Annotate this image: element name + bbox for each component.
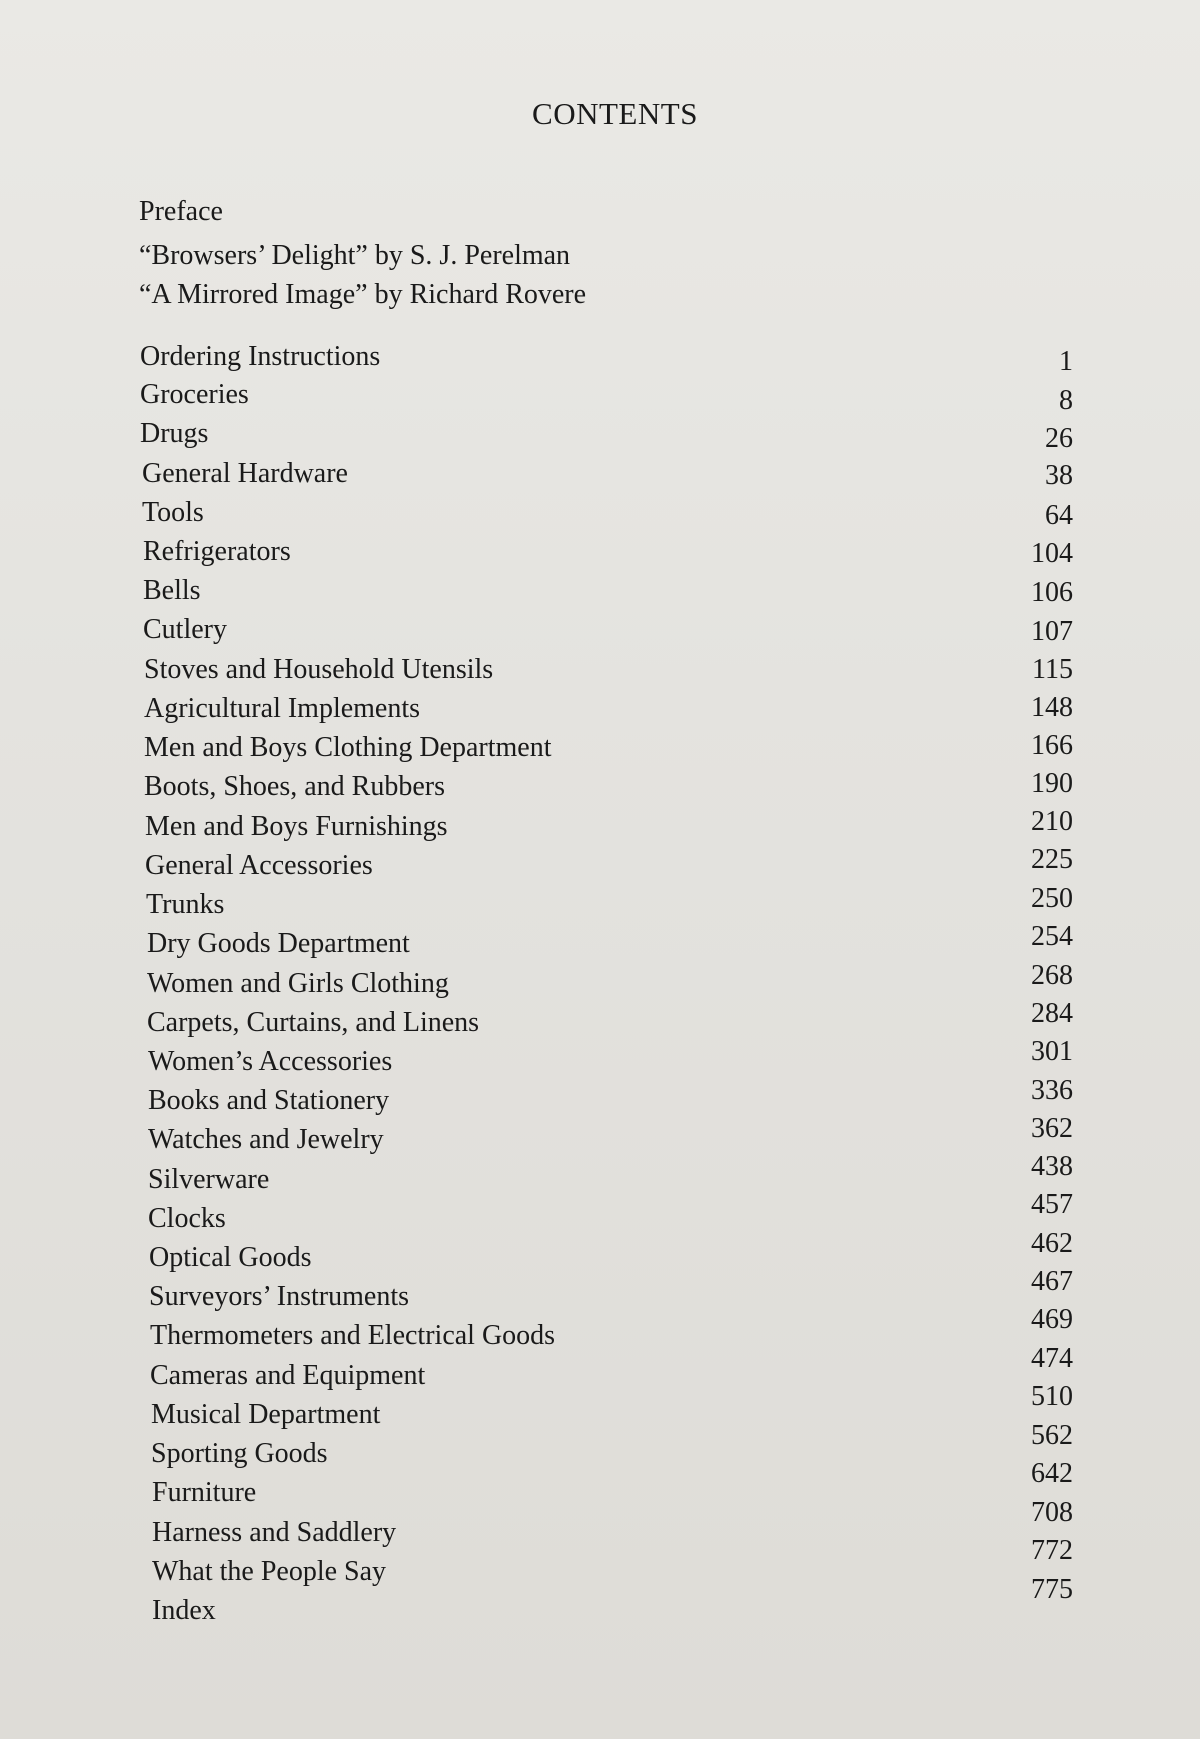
toc-entry-page-number: 336 <box>1031 1075 1073 1106</box>
toc-entry-label: Cameras and Equipment <box>150 1360 426 1391</box>
toc-entry-label: Agricultural Implements <box>144 693 421 724</box>
toc-entry-page-number: 775 <box>1031 1574 1073 1605</box>
toc-entry-label: Cutlery <box>143 614 227 645</box>
page-title: CONTENTS <box>532 96 698 131</box>
toc-entry-label: Women’s Accessories <box>148 1046 393 1077</box>
toc-entry-page-number: 148 <box>1031 692 1073 723</box>
toc-entry-label: Ordering Instructions <box>140 341 381 372</box>
toc-entry-page-number: 268 <box>1031 960 1073 991</box>
toc-entry-page-number: 250 <box>1031 883 1073 914</box>
toc-entry-page-number: 115 <box>1032 654 1073 685</box>
toc-entry-page-number: 708 <box>1031 1497 1073 1528</box>
toc-entry-label: Dry Goods Department <box>147 928 410 959</box>
toc-entry-page-number: 772 <box>1031 1535 1073 1566</box>
toc-entry-page-number: 8 <box>1059 385 1073 416</box>
toc-entry-label: Clocks <box>148 1203 226 1234</box>
toc-entry-page-number: 362 <box>1031 1113 1073 1144</box>
front-matter-preface: Preface <box>139 196 223 227</box>
toc-entry-page-number: 284 <box>1031 998 1073 1029</box>
toc-entry-page-number: 106 <box>1031 577 1073 608</box>
front-matter-browsers-delight: “Browsers’ Delight” by S. J. Perelman <box>139 240 571 271</box>
toc-entry-label: What the People Say <box>152 1556 387 1587</box>
toc-entry-label: Thermometers and Electrical Goods <box>150 1320 556 1351</box>
toc-entry-page-number: 166 <box>1031 730 1073 761</box>
toc-entry-page-number: 438 <box>1031 1151 1073 1182</box>
toc-entry-page-number: 474 <box>1031 1343 1073 1374</box>
toc-entry-label: Men and Boys Furnishings <box>145 811 448 842</box>
toc-entry-page-number: 469 <box>1031 1304 1073 1335</box>
toc-entry-page-number: 64 <box>1045 500 1073 531</box>
toc-entry-label: Surveyors’ Instruments <box>149 1281 409 1312</box>
toc-entry-page-number: 562 <box>1031 1420 1073 1451</box>
toc-entry-label: General Accessories <box>145 850 373 881</box>
toc-entry-label: Index <box>152 1595 216 1626</box>
toc-entry-label: Drugs <box>140 418 209 449</box>
toc-entry-page-number: 210 <box>1031 806 1073 837</box>
toc-entry-page-number: 107 <box>1031 616 1073 647</box>
toc-entry-page-number: 510 <box>1031 1381 1073 1412</box>
toc-entry-page-number: 462 <box>1031 1228 1073 1259</box>
toc-entry-label: General Hardware <box>142 458 348 489</box>
toc-entry-page-number: 301 <box>1031 1036 1073 1067</box>
toc-entry-label: Watches and Jewelry <box>148 1124 384 1155</box>
toc-entry-page-number: 190 <box>1031 768 1073 799</box>
toc-entry-page-number: 457 <box>1031 1189 1073 1220</box>
toc-entry-label: Sporting Goods <box>151 1438 328 1469</box>
toc-entry-label: Books and Stationery <box>148 1085 390 1116</box>
toc-entry-label: Refrigerators <box>143 536 291 567</box>
toc-entry-label: Furniture <box>152 1477 257 1508</box>
toc-entry-label: Stoves and Household Utensils <box>144 654 494 685</box>
toc-entry-page-number: 254 <box>1031 921 1073 952</box>
toc-entry-label: Optical Goods <box>149 1242 312 1273</box>
toc-entry-page-number: 225 <box>1031 844 1073 875</box>
toc-entry-label: Women and Girls Clothing <box>147 968 449 999</box>
toc-entry-label: Carpets, Curtains, and Linens <box>147 1007 480 1038</box>
toc-entry-page-number: 38 <box>1045 460 1073 491</box>
toc-entry-page-number: 467 <box>1031 1266 1073 1297</box>
toc-entry-label: Trunks <box>146 889 225 920</box>
toc-entry-label: Silverware <box>148 1164 270 1195</box>
toc-entry-page-number: 104 <box>1031 538 1073 569</box>
toc-entry-label: Groceries <box>140 379 249 410</box>
toc-entry-label: Harness and Saddlery <box>152 1517 397 1548</box>
toc-entry-label: Boots, Shoes, and Rubbers <box>144 771 445 802</box>
toc-entry-label: Musical Department <box>151 1399 381 1430</box>
toc-entry-page-number: 1 <box>1059 346 1073 377</box>
toc-entry-page-number: 26 <box>1045 423 1073 454</box>
toc-entry-label: Tools <box>142 497 204 528</box>
toc-entry-label: Bells <box>143 575 201 606</box>
toc-entry-label: Men and Boys Clothing Department <box>144 732 552 763</box>
toc-entry-page-number: 642 <box>1031 1458 1073 1489</box>
front-matter-mirrored-image: “A Mirrored Image” by Richard Rovere <box>139 279 587 310</box>
